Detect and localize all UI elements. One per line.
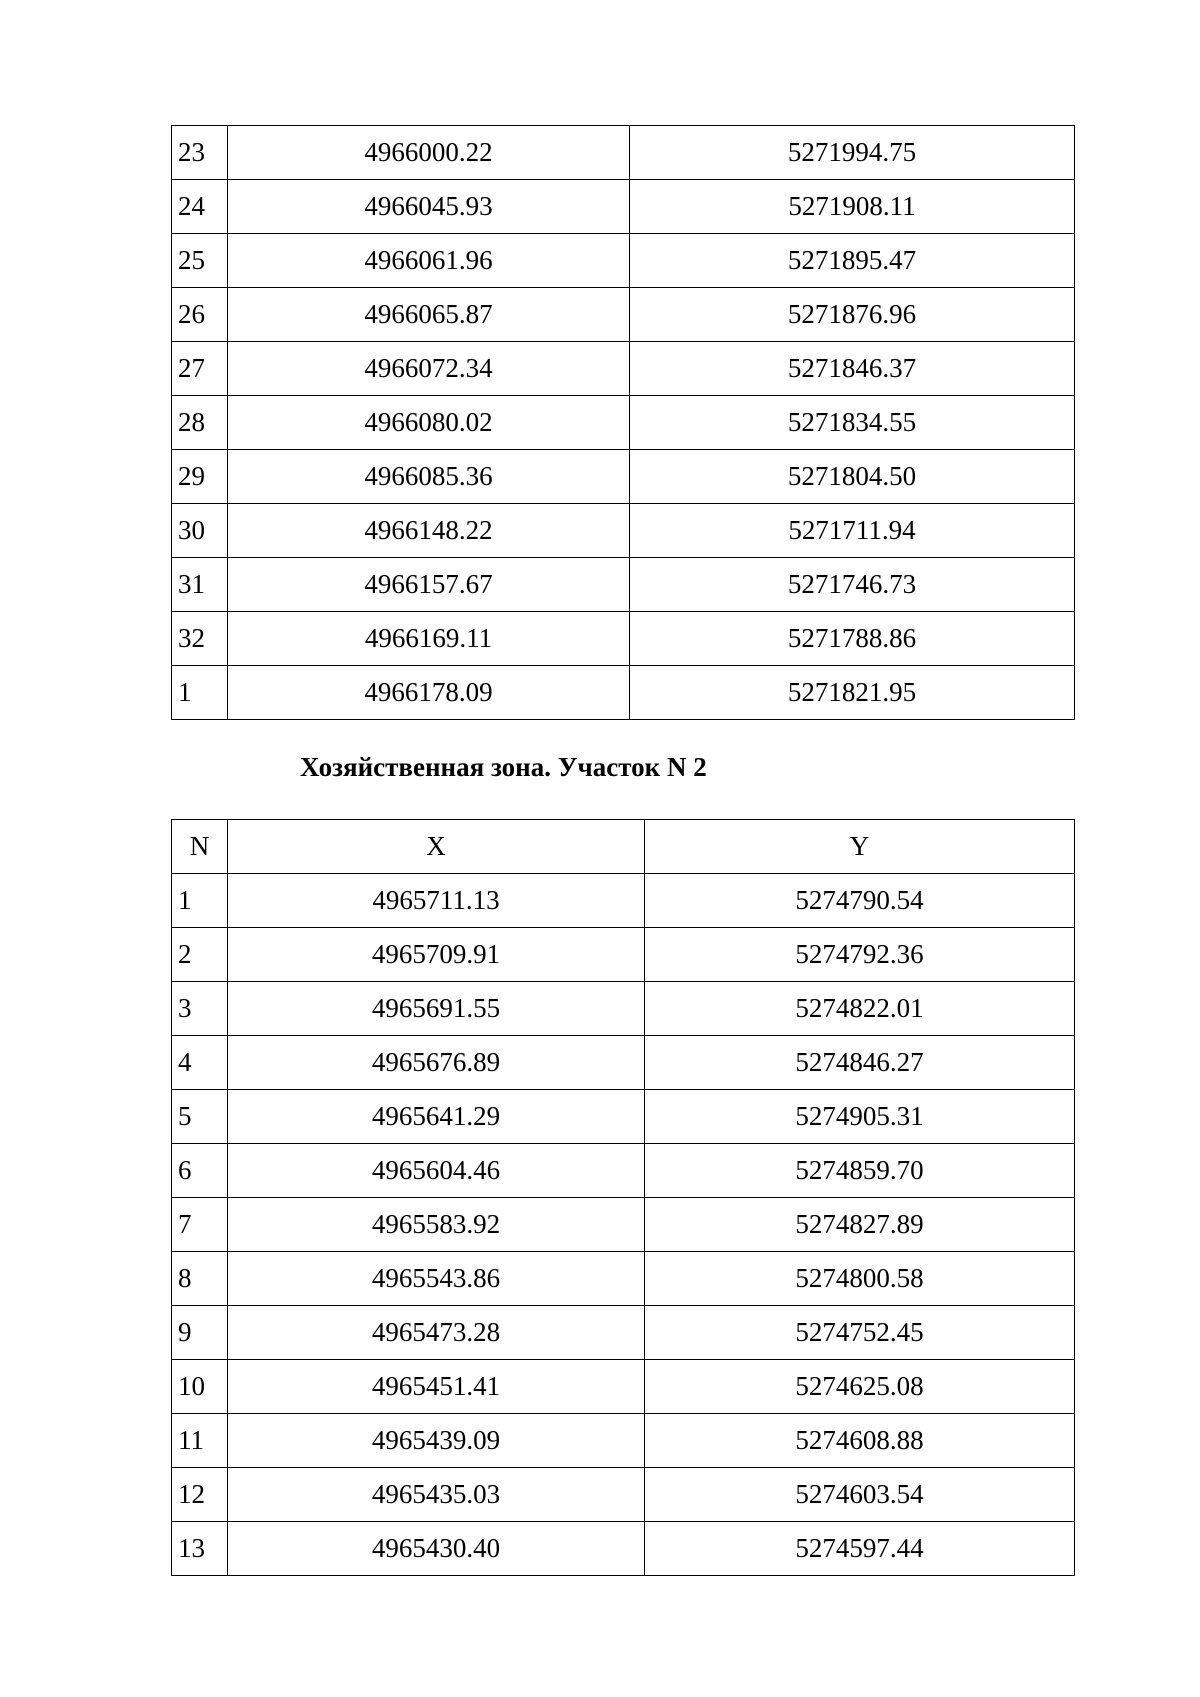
column-header-n: N: [172, 820, 228, 874]
x-coordinate-cell: 4966045.93: [228, 180, 630, 234]
y-coordinate-cell: 5274846.27: [645, 1036, 1075, 1090]
point-number-cell: 2: [172, 928, 228, 982]
y-coordinate-cell: 5274822.01: [645, 982, 1075, 1036]
table-row: [172, 1090, 1075, 1144]
y-coordinate-cell: 5274800.58: [645, 1252, 1075, 1306]
y-coordinate-cell: 5271788.86: [630, 612, 1075, 666]
point-number-cell: 32: [172, 612, 228, 666]
point-number-cell: 4: [172, 1036, 228, 1090]
table-row: [172, 1306, 1075, 1360]
point-number-cell: 5: [172, 1090, 228, 1144]
point-number-cell: 27: [172, 342, 228, 396]
coordinates-table-1: [171, 125, 1075, 720]
table-row: [172, 558, 1075, 612]
y-coordinate-cell: 5274608.88: [645, 1414, 1075, 1468]
table-row: [172, 450, 1075, 504]
point-number-cell: 10: [172, 1360, 228, 1414]
point-number-cell: 23: [172, 126, 228, 180]
x-coordinate-cell: 4965439.09: [228, 1414, 645, 1468]
y-coordinate-cell: 5274597.44: [645, 1522, 1075, 1576]
x-coordinate-cell: 4965473.28: [228, 1306, 645, 1360]
table-row: [172, 928, 1075, 982]
x-coordinate-cell: 4965641.29: [228, 1090, 645, 1144]
x-coordinate-cell: 4966065.87: [228, 288, 630, 342]
y-coordinate-cell: 5274603.54: [645, 1468, 1075, 1522]
x-coordinate-cell: 4965583.92: [228, 1198, 645, 1252]
x-coordinate-cell: 4965709.91: [228, 928, 645, 982]
table-row: [172, 1468, 1075, 1522]
point-number-cell: 6: [172, 1144, 228, 1198]
x-coordinate-cell: 4965451.41: [228, 1360, 645, 1414]
table-row: [172, 234, 1075, 288]
y-coordinate-cell: 5274625.08: [645, 1360, 1075, 1414]
coordinates-table-2: [171, 819, 1075, 1576]
point-number-cell: 31: [172, 558, 228, 612]
x-coordinate-cell: 4966169.11: [228, 612, 630, 666]
table-row: [172, 126, 1075, 180]
point-number-cell: 28: [172, 396, 228, 450]
x-coordinate-cell: 4966080.02: [228, 396, 630, 450]
table-row: [172, 288, 1075, 342]
table-row: [172, 504, 1075, 558]
point-number-cell: 13: [172, 1522, 228, 1576]
x-coordinate-cell: 4965604.46: [228, 1144, 645, 1198]
table-row: [172, 1036, 1075, 1090]
y-coordinate-cell: 5271895.47: [630, 234, 1075, 288]
x-coordinate-cell: 4966178.09: [228, 666, 630, 720]
y-coordinate-cell: 5271908.11: [630, 180, 1075, 234]
table-row: [172, 982, 1075, 1036]
point-number-cell: 24: [172, 180, 228, 234]
y-coordinate-cell: 5271846.37: [630, 342, 1075, 396]
point-number-cell: 1: [172, 874, 228, 928]
table-row: [172, 1522, 1075, 1576]
table-row: [172, 1360, 1075, 1414]
table-row: [172, 1252, 1075, 1306]
x-coordinate-cell: 4965543.86: [228, 1252, 645, 1306]
y-coordinate-cell: 5274792.36: [645, 928, 1075, 982]
point-number-cell: 25: [172, 234, 228, 288]
table-row: [172, 180, 1075, 234]
point-number-cell: 7: [172, 1198, 228, 1252]
x-coordinate-cell: 4965691.55: [228, 982, 645, 1036]
y-coordinate-cell: 5271746.73: [630, 558, 1075, 612]
x-coordinate-cell: 4965676.89: [228, 1036, 645, 1090]
point-number-cell: 9: [172, 1306, 228, 1360]
table-row: [172, 396, 1075, 450]
y-coordinate-cell: 5274752.45: [645, 1306, 1075, 1360]
section-title: Хозяйственная зона. Участок N 2: [300, 752, 707, 782]
table-header-row: [172, 820, 1075, 874]
table-row: [172, 342, 1075, 396]
point-number-cell: 30: [172, 504, 228, 558]
table-row: [172, 1144, 1075, 1198]
y-coordinate-cell: 5274859.70: [645, 1144, 1075, 1198]
x-coordinate-cell: 4965711.13: [228, 874, 645, 928]
table-row: [172, 612, 1075, 666]
x-coordinate-cell: 4966157.67: [228, 558, 630, 612]
y-coordinate-cell: 5271821.95: [630, 666, 1075, 720]
x-coordinate-cell: 4966000.22: [228, 126, 630, 180]
y-coordinate-cell: 5271804.50: [630, 450, 1075, 504]
y-coordinate-cell: 5274905.31: [645, 1090, 1075, 1144]
x-coordinate-cell: 4965430.40: [228, 1522, 645, 1576]
y-coordinate-cell: 5274790.54: [645, 874, 1075, 928]
table-row: [172, 874, 1075, 928]
x-coordinate-cell: 4966061.96: [228, 234, 630, 288]
point-number-cell: 12: [172, 1468, 228, 1522]
point-number-cell: 8: [172, 1252, 228, 1306]
column-header-y: Y: [645, 820, 1075, 874]
x-coordinate-cell: 4966085.36: [228, 450, 630, 504]
point-number-cell: 29: [172, 450, 228, 504]
table-row: [172, 1198, 1075, 1252]
point-number-cell: 11: [172, 1414, 228, 1468]
y-coordinate-cell: 5271994.75: [630, 126, 1075, 180]
y-coordinate-cell: 5274827.89: [645, 1198, 1075, 1252]
table-row: [172, 1414, 1075, 1468]
x-coordinate-cell: 4966148.22: [228, 504, 630, 558]
y-coordinate-cell: 5271711.94: [630, 504, 1075, 558]
x-coordinate-cell: 4965435.03: [228, 1468, 645, 1522]
x-coordinate-cell: 4966072.34: [228, 342, 630, 396]
y-coordinate-cell: 5271834.55: [630, 396, 1075, 450]
point-number-cell: 3: [172, 982, 228, 1036]
y-coordinate-cell: 5271876.96: [630, 288, 1075, 342]
point-number-cell: 26: [172, 288, 228, 342]
column-header-x: X: [228, 820, 645, 874]
point-number-cell: 1: [172, 666, 228, 720]
table-row: [172, 666, 1075, 720]
